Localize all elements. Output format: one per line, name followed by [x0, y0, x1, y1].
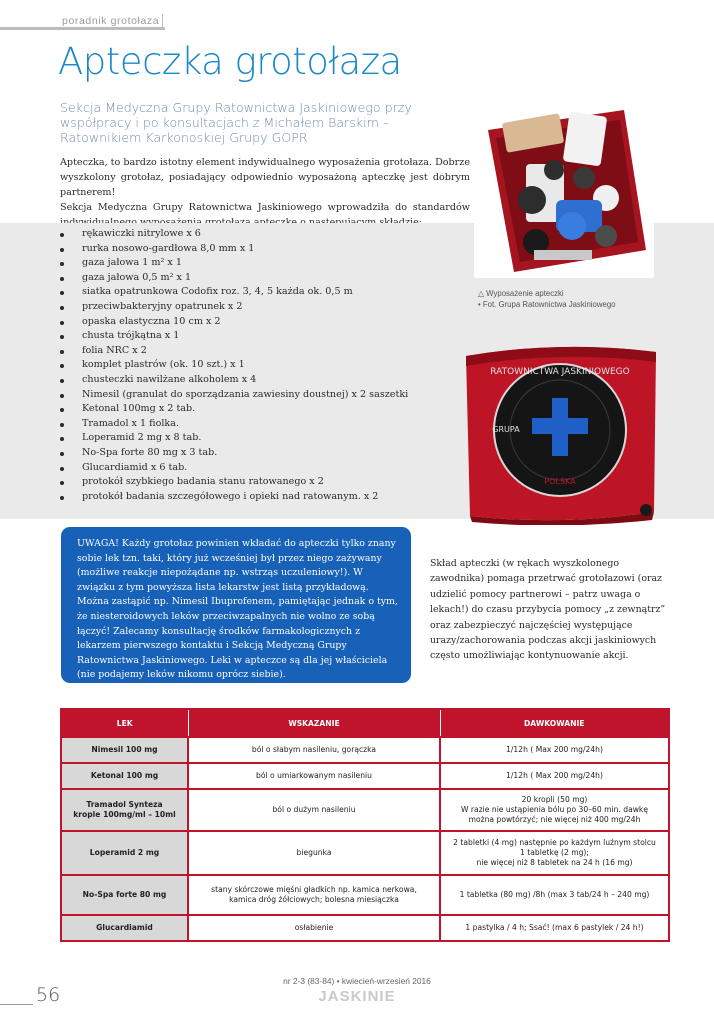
cell-lek: Ketonal 100 mg: [61, 763, 188, 789]
cell-lek: Glucardiamid: [61, 915, 188, 941]
kit-item: protokół badania szczegółowego i opieki nad ratowanym. x 2: [58, 490, 458, 505]
kit-item: rękawiczki nitrylowe x 6: [58, 227, 458, 242]
table-row: [61, 737, 669, 763]
page-number-rule: [0, 1004, 33, 1005]
cell-dawkowanie: 1/12h ( Max 200 mg/24h): [440, 763, 669, 789]
header-lek: LEK: [61, 709, 188, 737]
intro-paragraph-2: Sekcja Medyczna Grupy Ratownictwa Jaskiniowego wprowadziła do standardów: [60, 202, 470, 213]
cell-dawkowanie: 1 tabletka (80 mg) /8h (max 3 tab/24 h – 240 mg): [440, 875, 669, 915]
cell-dawkowanie: 1 pastylka / 4 h; Ssać! (max 6 pastylek / 24 h!): [440, 915, 669, 941]
kit-item: gaza jałowa 0,5 m² x 1: [58, 271, 458, 286]
article-subtitle: Sekcja Medyczna Grupy Ratownictwa Jaskiniowego przy współpracy i po konsultacjach z Michałem Barskim – Ratownikiem Karkonoskiej Grupy GOPR: [60, 100, 412, 145]
caption-line-1: △ Wyposażenie apteczki: [478, 289, 564, 298]
kit-item: komplet plastrów (ok. 10 szt.) x 1: [58, 358, 458, 373]
page-number: 56: [36, 984, 61, 1006]
table-row: [61, 875, 669, 915]
cell-wskazanie: biegunka: [188, 831, 440, 875]
table-row: [61, 789, 669, 831]
kit-item: rurka nosowo-gardłowa 8,0 mm x 1: [58, 242, 458, 257]
issue-info: nr 2-3 (83-84) • kwiecień-wrzesień 2016: [283, 976, 431, 986]
patch-text-bottom: POLSKA: [544, 477, 576, 486]
kit-item: Loperamid 2 mg x 8 tab.: [58, 431, 458, 446]
table-row: [61, 915, 669, 941]
photo-caption: [478, 288, 658, 310]
article-title: Apteczka grotołaza: [58, 40, 402, 83]
header-rule: [0, 27, 165, 30]
intro-text: [60, 155, 470, 230]
caption-line-2: • Fot. Grupa Ratownictwa Jaskiniowego: [478, 300, 616, 309]
table-row: [61, 831, 669, 875]
cell-wskazanie: ból o dużym nasileniu: [188, 789, 440, 831]
kit-item: Tramadol x 1 fiolka.: [58, 417, 458, 432]
cell-dawkowanie: 1/12h ( Max 200 mg/24h): [440, 737, 669, 763]
kit-item: gaza jałowa 1 m² x 1: [58, 256, 458, 271]
patch-text-left: GRUPA: [492, 425, 520, 434]
header-wskazanie: WSKAZANIE: [188, 709, 440, 737]
closed-kit-photo: [460, 340, 660, 525]
kit-item: protokół szybkiego badania stanu ratowanego x 2: [58, 475, 458, 490]
table-row: [61, 763, 669, 789]
table-header-row: [61, 709, 669, 737]
cell-wskazanie: stany skórczowe mięśni gładkich np. kamica nerkowa, kamica dróg żółciowych; bolesna miesiączka: [188, 875, 440, 915]
cell-lek: Tramadol Synteza krople 100mg/ml – 10ml: [61, 789, 188, 831]
kit-purpose-text: Skład apteczki (w rękach wyszkolonego zawodnika) pomaga przetrwać grotołazowi (oraz udzielić pomocy partnerowi – patrz uwaga o lekach!) do czasu przybycia pomocy „z zewnątrz” oraz zabezpieczyć najczęściej występujące urazy/zachorowania podczas akcji jaskiniowych często umożliwiając kontynuowanie akcji.: [430, 558, 666, 662]
warning-box: UWAGA! Każdy grotołaz powinien wkładać do apteczki tylko znany sobie lek tzn. taki, który już wcześniej był przez niego zażywany (możliwe reakcje niepożądane np. wstrząs uczuleniowy!). W związku z tym powyższa lista lekarstw jest listą przykładową. Można zastąpić np. Nimesil Ibuprofenem, pamiętając jednak o tym, że niesteroidowych leków przeciwzapalnych nie wolno ze sobą łączyć! Zalecamy konsultację środków farmakologicznych z lekarzem pierwszego kontaktu i Sekcją Medyczną Grupy Ratownictwa Jaskiniowego. Leki w apteczce są dla jej właściciela (nie podajemy leków nikomu oprócz siebie).: [61, 527, 411, 683]
kit-item: przeciwbakteryjny opatrunek x 2: [58, 300, 458, 315]
header-divider: [162, 14, 163, 28]
header-dawkowanie: DAWKOWANIE: [440, 709, 669, 737]
cell-lek: Nimesil 100 mg: [61, 737, 188, 763]
cell-lek: No-Spa forte 80 mg: [61, 875, 188, 915]
cell-wskazanie: ból o słabym nasileniu, gorączka: [188, 737, 440, 763]
magazine-logo: JASKINIE: [318, 988, 396, 1005]
cell-wskazanie: ból o umiarkowanym nasileniu: [188, 763, 440, 789]
kit-items-list: [58, 227, 458, 504]
kit-item: opaska elastyczna 10 cm x 2: [58, 315, 458, 330]
kit-item: No-Spa forte 80 mg x 3 tab.: [58, 446, 458, 461]
cell-dawkowanie: 20 kropli (50 mg) W razie nie ustąpienia bólu po 30–60 min. dawkę można powtórzyć; nie więcej niż 400 mg/24h: [440, 789, 669, 831]
intro-paragraph-1: Apteczka, to bardzo istotny element indywidualnego wyposażenia grotołaza. Dobrze wyszkolony grotołaz, posiadający odpowiednio wyposażoną apteczkę jest dobrym partnerem!: [60, 157, 470, 198]
cell-lek: Loperamid 2 mg: [61, 831, 188, 875]
kit-item: Nimesil (granulat do sporządzania zawiesiny doustnej) x 2 saszetki: [58, 388, 458, 403]
section-label: poradnik grotołaza: [62, 15, 160, 27]
kit-item: chusteczki nawilżane alkoholem x 4: [58, 373, 458, 388]
patch-text-top: RATOWNICTWA JASKINIOWEGO: [490, 367, 630, 377]
kit-item: siatka opatrunkowa Codofix roz. 3, 4, 5 każda ok. 0,5 m: [58, 285, 458, 300]
kit-item: Ketonal 100mg x 2 tab.: [58, 402, 458, 417]
cell-dawkowanie: 2 tabletki (4 mg) następnie po każdym luźnym stolcu 1 tabletkę (2 mg); nie więcej niż 8 tabletek na 24 h (16 mg): [440, 831, 669, 875]
cell-wskazanie: osłabienie: [188, 915, 440, 941]
kit-item: chusta trójkątna x 1: [58, 329, 458, 344]
kit-item: Glucardiamid x 6 tab.: [58, 461, 458, 476]
kit-item: folia NRC x 2: [58, 344, 458, 359]
open-kit-photo: [474, 100, 654, 278]
medication-table: [60, 708, 670, 942]
